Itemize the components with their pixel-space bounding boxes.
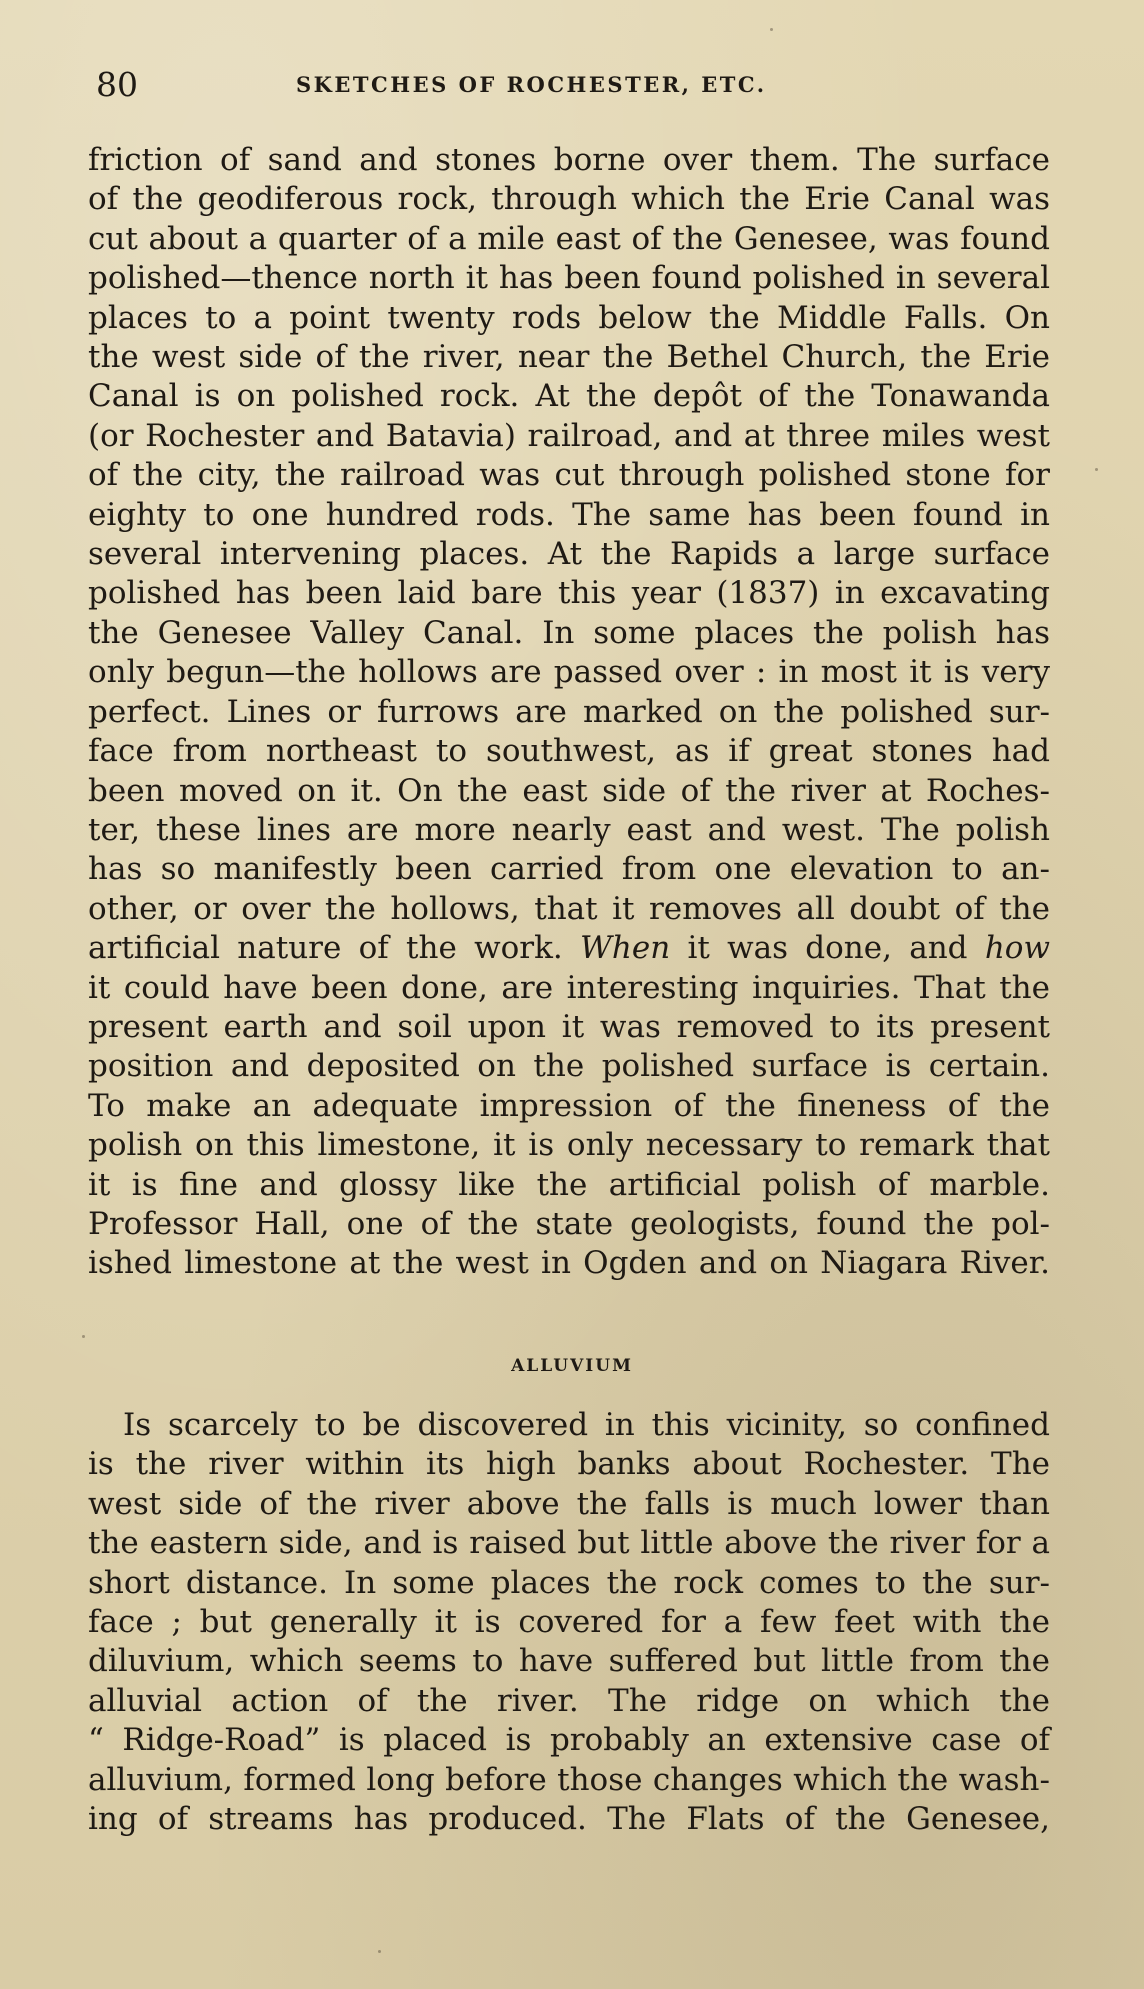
paper-speck [82,1335,85,1338]
text-line: it is fine and glossy like the artificial polish of marble. [88,1166,1050,1203]
text-line: diluvium, which seems to have suffered but little from the [88,1643,1050,1680]
running-head: SKETCHES OF ROCHESTER, ETC. [296,72,767,97]
text-line: been moved on it. On the east side of the river at Roches- [88,772,1050,809]
text-line: face from northeast to southwest, as if great stones had [88,733,1050,770]
italic-word-how: how [984,930,1050,967]
text-line: friction of sand and stones borne over them. The surface [88,142,1050,178]
paper-speck [770,28,773,31]
text-line: “ Ridge-Road” is placed is probably an extensive case of [88,1722,1050,1759]
text-line: places to a point twenty rods below the Middle Falls. On [88,299,1050,336]
text-line: face ; but generally it is covered for a few feet with the [88,1604,1050,1641]
text-line: west side of the river above the falls is much lower than [88,1485,1050,1522]
text-line: position and deposited on the polished surface is certain. [88,1048,1050,1085]
text-line: alluvium, formed long before those changes which the wash- [88,1761,1050,1798]
text-line: polish on this limestone, it is only necessary to remark that [88,1127,1050,1164]
text-line: Canal is on polished rock. At the depôt of the Tonawanda [88,378,1050,415]
page-number: 80 [96,65,138,104]
text-line: polished—thence north it has been found polished in several [88,260,1050,297]
text-line: perfect. Lines or furrows are marked on the polished sur- [88,693,1050,730]
italic-word-when: When [580,930,671,967]
section-heading-alluvium: ALLUVIUM [511,1356,633,1376]
text-line: ished limestone at the west in Ogden and on Niagara River. [88,1245,1050,1282]
text-line: has so manifestly been carried from one elevation to an- [88,851,1050,888]
text-line: short distance. In some places the rock comes to the sur- [88,1564,1050,1601]
paper-speck [378,1950,381,1953]
page-header [96,62,1056,108]
text-line-with-italics [88,929,1050,968]
text-segment: artificial nature of the work. [88,930,563,967]
text-line: it could have been done, are interesting inquiries. That the [88,969,1050,1006]
text-line: of the city, the railroad was cut through polished stone for [88,457,1050,494]
text-line: the west side of the river, near the Bethel Church, the Erie [88,339,1050,376]
text-line: the Genesee Valley Canal. In some places the polish has [88,614,1050,651]
text-line: alluvial action of the river. The ridge on which the [88,1682,1050,1719]
text-line: ing of streams has produced. The Flats of the Genesee, [88,1801,1050,1838]
text-line: eighty to one hundred rods. The same has been found in [88,496,1050,533]
paragraph-polished-rock [88,141,1050,1284]
text-line: cut about a quarter of a mile east of the Genesee, was found [88,220,1050,257]
text-segment: it was done, and [687,930,968,967]
text-line: To make an adequate impression of the fineness of the [88,1087,1050,1124]
text-line: of the geodiferous rock, through which the Erie Canal was [88,181,1050,218]
text-line: other, or over the hollows, that it removes all doubt of the [88,890,1050,927]
text-line: (or Rochester and Batavia) railroad, and at three miles west [88,417,1050,454]
text-line: ter, these lines are more nearly east and west. The polish [88,811,1050,848]
paper-speck [1095,468,1098,471]
text-line: polished has been laid bare this year (1837) in excavating [88,575,1050,612]
text-line: several intervening places. At the Rapids a large surface [88,536,1050,573]
text-line: Is scarcely to be discovered in this vicinity, so confined [123,1407,1050,1443]
text-line: only begun—the hollows are passed over : in most it is very [88,654,1050,691]
text-line: the eastern side, and is raised but little above the river for a [88,1525,1050,1562]
paragraph-alluvium [88,1406,1050,1839]
text-line: is the river within its high banks about Rochester. The [88,1446,1050,1483]
text-line: Professor Hall, one of the state geologists, found the pol- [88,1205,1050,1242]
text-line: present earth and soil upon it was removed to its present [88,1008,1050,1045]
